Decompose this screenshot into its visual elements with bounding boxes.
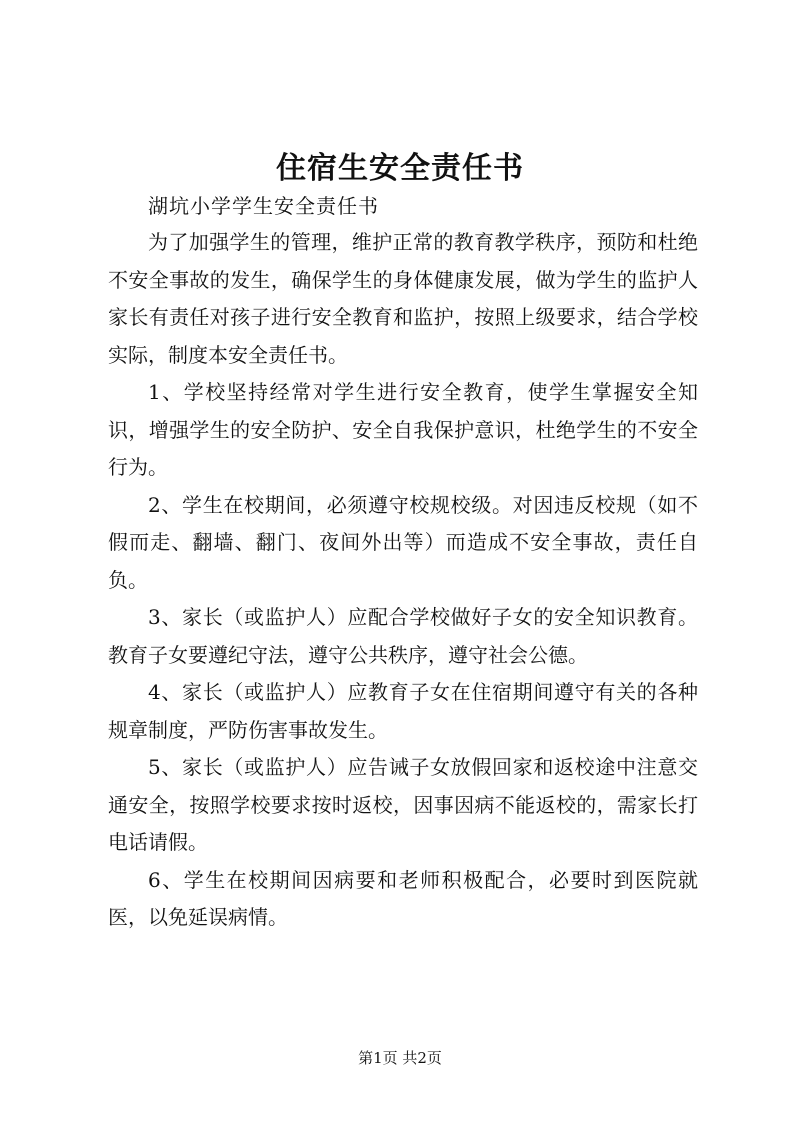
paragraph-intro: 为了加强学生的管理，维护正常的教育教学秩序，预防和杜绝不安全事故的发生，确保学生的身体健康发展，做为学生的监护人家长有责任对孩子进行安全教育和监护，按照上级要求，结合学校实际，制度本安全责任书。 xyxy=(108,230,698,367)
page-footer: 第1页 共2页 xyxy=(358,1049,442,1067)
paragraph-item-4: 4、家长（或监护人）应教育子女在住宿期间遵守有关的各种规章制度，严防伤害事故发生。 xyxy=(108,680,698,742)
paragraph-item-3: 3、家长（或监护人）应配合学校做好子女的安全知识教育。教育子女要遵纪守法，遵守公共秩序，遵守社会公德。 xyxy=(108,605,698,667)
paragraph-item-6: 6、学生在校期间因病要和老师积极配合，必要时到医院就医，以免延误病情。 xyxy=(108,867,698,929)
paragraph-item-1: 1、学校坚持经常对学生进行安全教育，使学生掌握安全知识，增强学生的安全防护、安全自我保护意识，杜绝学生的不安全行为。 xyxy=(108,380,698,479)
paragraph-item-5: 5、家长（或监护人）应告诫子女放假回家和返校途中注意交通安全，按照学校要求按时返校，因事因病不能返校的，需家长打电话请假。 xyxy=(108,755,698,854)
document-body xyxy=(108,224,698,937)
paragraph-item-2: 2、学生在校期间，必须遵守校规校级。对因违反校规（如不假而走、翻墙、翻门、夜间外出等）而造成不安全事故，责任自负。 xyxy=(108,492,698,592)
document-title: 住宿生安全责任书 xyxy=(276,151,524,186)
document-subtitle: 湖坑小学学生安全责任书 xyxy=(148,194,379,218)
